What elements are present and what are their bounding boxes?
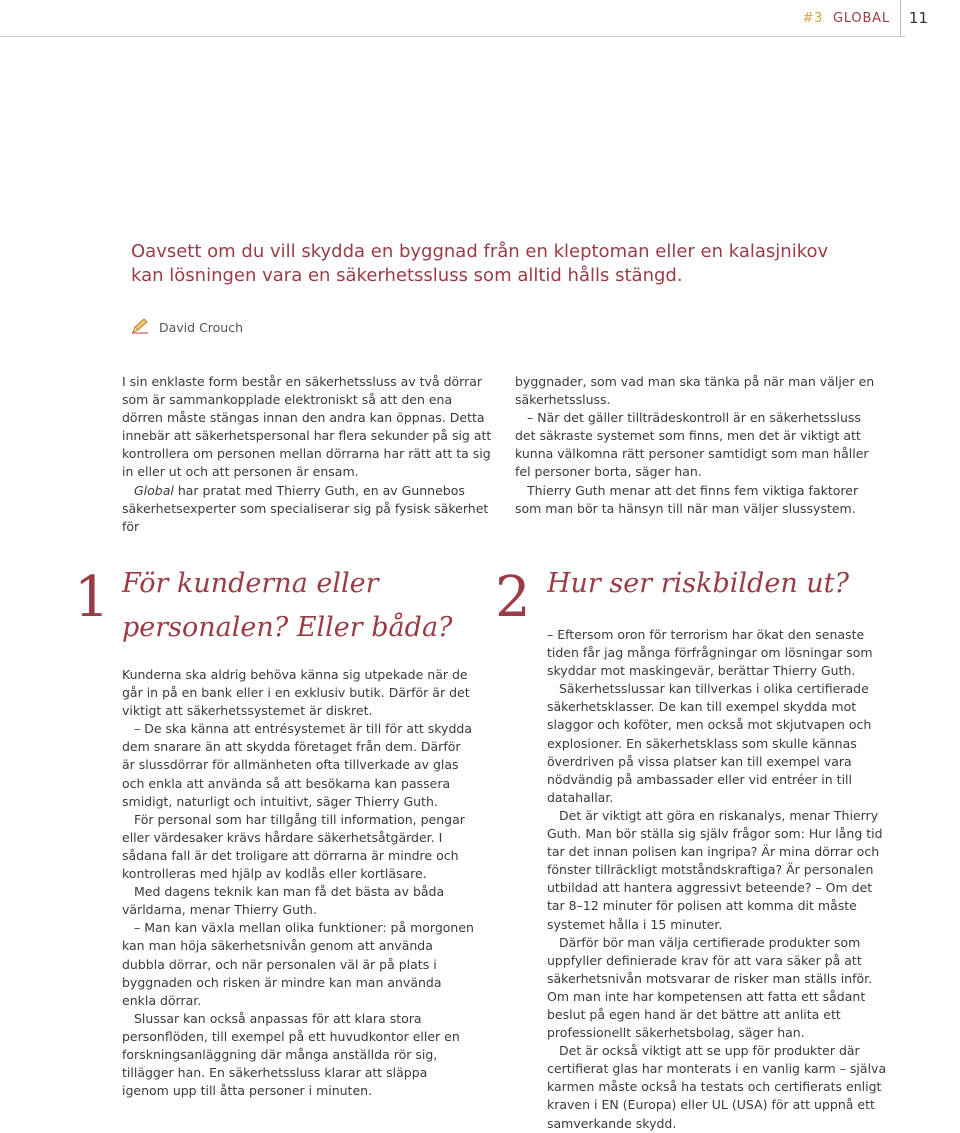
intro-paragraph: Thierry Guth menar att det finns fem viktiga faktorer som man bör ta hänsyn till när man väljer slussystem. — [515, 482, 859, 516]
intro-paragraph: – När det gäller tillträdeskontroll är en säkerhetssluss det säkraste systemet som finns, men det är viktigt att kunna välkomna rätt personer samtidigt som man håller fel personer borta, säger han. — [515, 410, 869, 480]
intro-paragraph — [122, 482, 492, 536]
body-paragraph: Säkerhetsslussar kan tillverkas i olika certifierade säkerhetsklasser. De kan till exempel skydda mot slaggor och koföter, men också mot skjutvapen och explosioner. En säkerhetsklass som skulle kännas överdriven på vissa platser kan till exempel vara nödvändig på ambassader eller vid entréer in till datahallar. — [547, 681, 872, 805]
section-heading: Hur ser riskbilden ut? — [547, 568, 850, 599]
body-paragraph: – De ska känna att entrésystemet är till för att skydda dem snarare än att skydda företaget från dem. Därför är slussdörrar för allmänheten ofta tillverkade av glas och enkla att använda så att besökarna kan passera smidigt, naturligt och intuitivt, säger Thierry Guth. — [122, 721, 472, 809]
intro-paragraph: I sin enklaste form består en säkerhetssluss av två dörrar som är sammankopplade elektroniskt så att den ena dörren måste stängas innan den andra kan öppnas. Detta innebär att säkerhetspersonal har flera sekunder på sig att kontrollera om personen mellan dörrarna har rätt att ta sig in eller ut och att personen är ensam. — [122, 374, 492, 480]
publication-name: Global — [134, 482, 174, 498]
author-byline — [131, 318, 243, 337]
intro-paragraph: byggnader, som vad man ska tänka på när man väljer en säkerhetssluss. — [515, 374, 875, 408]
body-paragraph: Det är också viktigt att se upp för produkter där certifierat glas har monterats i en vanlig karm – själva karmen måste också ha testats och certifierats enligt kraven i EN (Europa) eller UL (USA) för att uppnå ett samverkande skydd. — [547, 1043, 887, 1131]
page-number: 11 — [900, 0, 960, 36]
lead-paragraph: Oavsett om du vill skydda en byggnad från en kleptoman eller en kalasjnikov kan lösningen vara en säkerhetssluss som alltid hålls stängd. — [131, 241, 829, 286]
section-number: 2 — [495, 565, 531, 630]
body-paragraph: – Man kan växla mellan olika funktioner: på morgonen kan man höja säkerhetsnivån genom att använda dubbla dörrar, och när personalen väl är på plats i byggnaden och risken är mindre kan man använda enkla dörrar. — [122, 920, 474, 1008]
body-paragraph: – Eftersom oron för terrorism har ökat den senaste tiden får jag många förfrågningar om lösningar som skyddar mot maskingevär, berättar Thierry Guth. — [547, 627, 873, 679]
author-name: David Crouch — [159, 320, 244, 335]
body-paragraph: Det är viktigt att göra en riskanalys, menar Thierry Guth. Man bör ställa sig själv frågor som: Hur lång tid tar det innan polisen kan ingripa? Är mina dörrar och fönster tillräckligt motståndskraftiga? Är personalen utbildad att hantera aggressivt beteende? – Om det tar 8–12 minuter för polisen att komma dit måste systemet hålla i 15 minuter. — [547, 807, 883, 932]
section-heading: För kunderna eller personalen? Eller båda? — [122, 568, 453, 643]
page-header — [803, 0, 960, 36]
body-paragraph: Kunderna ska aldrig behöva känna sig utpekade när de går in på en bank eller i en exklusiv butik. Därför är det viktigt att säkerhetssystemet är diskret. — [122, 667, 470, 719]
intro-right-column — [515, 373, 880, 518]
body-paragraph: Därför bör man välja certifierade produkter som uppfyller definierade krav för att vara säker på att säkerhetsnivån motsvarar de risker man ställs inför. Om man inte har kompetensen att fatta ett sådant beslut på egen hand är det bättre att anlita ett professionellt säkerhetsbolag, säger han. — [547, 934, 873, 1041]
body-paragraph: Slussar kan också anpassas för att klara stora personflöden, till exempel på ett huvudkontor eller en forskningsanläggning där många anställda rör sig, tillägger han. En säkerhetssluss klarar att släppa igenom upp till åtta personer i minuten. — [122, 1010, 460, 1099]
section-name: GLOBAL — [832, 10, 890, 26]
pencil-icon — [131, 318, 159, 337]
intro-paragraph-text: har pratat med Thierry Guth, en av Gunnebos säkerhetsexperter som specialiserar sig på fysisk säkerhet för — [122, 482, 489, 534]
header-rule — [0, 36, 906, 37]
body-paragraph: För personal som har tillgång till information, pengar eller värdesaker krävs hårdare säkerhetsåtgärder. I sådana fall är det troligare att dörrarna är mindre och kontrolleras med hjälp av kodlås eller kortläsare. — [122, 811, 465, 882]
body-paragraph: Med dagens teknik kan man få det bästa av båda världarna, menar Thierry Guth. — [122, 884, 445, 918]
intro-left-column — [122, 373, 492, 536]
issue-number: #3 — [802, 10, 823, 26]
section-number: 1 — [74, 565, 110, 630]
section-2-body — [547, 626, 892, 1133]
section-1-body — [122, 666, 474, 1100]
